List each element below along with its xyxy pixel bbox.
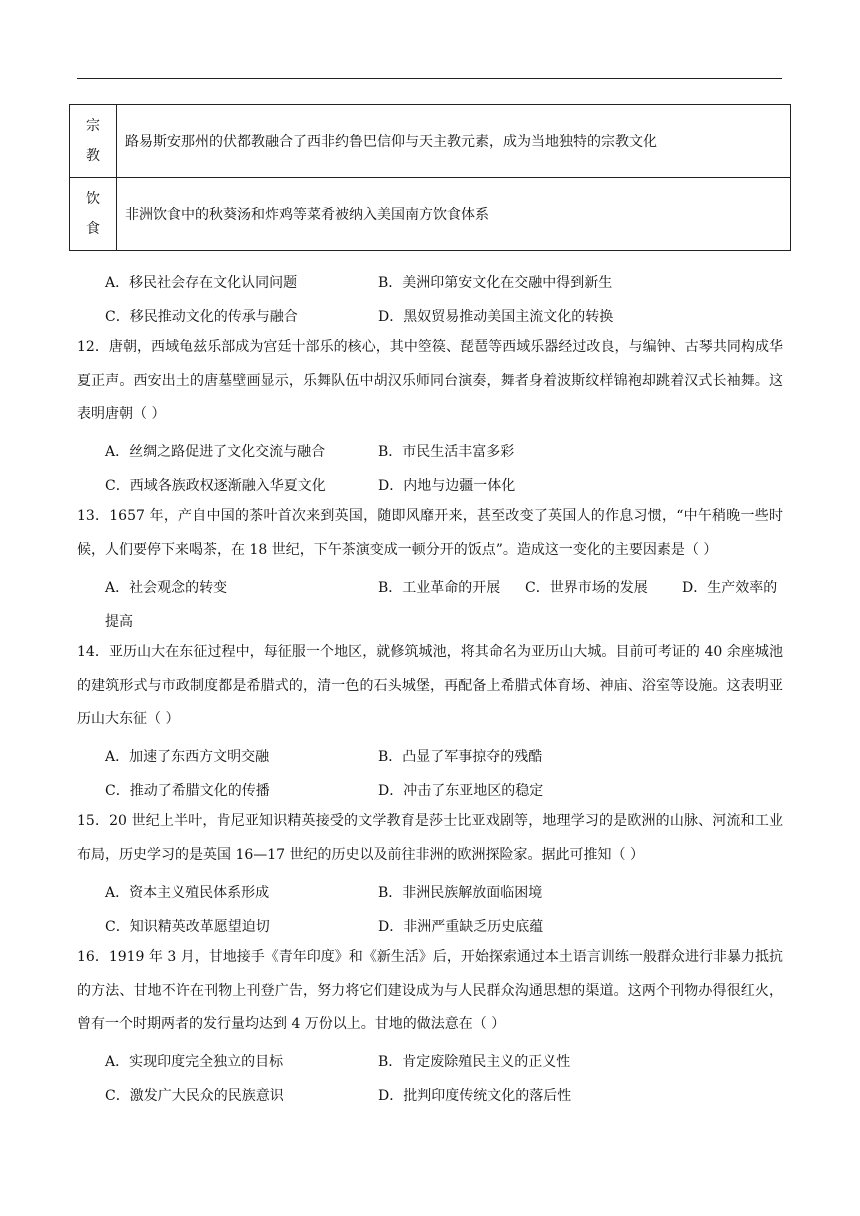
question-13 — [77, 500, 783, 567]
q14-option-a[interactable]: A．加速了东西方文明交融 — [105, 749, 270, 765]
q15-option-a[interactable]: A．资本主义殖民体系形成 — [105, 885, 270, 901]
q13-option-c[interactable]: C．世界市场的发展 — [525, 580, 648, 596]
q12-option-c[interactable]: C．西域各族政权逐渐融入华夏文化 — [105, 478, 326, 494]
q15-option-b[interactable]: B．非洲民族解放面临困境 — [378, 885, 543, 901]
table-description-cell: 非洲饮食中的秋葵汤和炸鸡等菜肴被纳入美国南方饮食体系 — [117, 178, 791, 251]
question-16 — [77, 941, 783, 1042]
q16-option-d[interactable]: D．批判印度传统文化的落后性 — [378, 1088, 572, 1104]
question-14 — [77, 636, 783, 737]
culture-table — [69, 104, 791, 251]
q14-option-d[interactable]: D．冲击了东亚地区的稳定 — [378, 783, 544, 799]
q14-option-b[interactable]: B．凸显了军事掠夺的残酷 — [378, 749, 543, 765]
question-15 — [77, 805, 783, 872]
table-category-cell: 宗 教 — [70, 105, 117, 178]
question-12-stem: 12．唐朝，西域龟兹乐部成为宫廷十部乐的核心，其中箜篌、琵琶等西域乐器经过改良，与编钟、古琴共同构成华夏正声。西安出土的唐墓壁画显示，乐舞队伍中胡汉乐师同台演奏，舞者身着波斯纹样锦袍却跳着汉式长袖舞。这表明唐朝（ ） — [77, 339, 783, 422]
header-rule — [77, 78, 782, 79]
q13-option-b[interactable]: B．工业革命的开展 — [378, 580, 501, 596]
table-description-cell: 路易斯安那州的伏都教融合了西非约鲁巴信仰与天主教元素，成为当地独特的宗教文化 — [117, 105, 791, 178]
q12-option-b[interactable]: B．市民生活丰富多彩 — [378, 444, 515, 460]
q13-option-d[interactable]: D．生产效率的 — [682, 580, 778, 596]
question-13-stem: 13．1657 年，产自中国的茶叶首次来到英国，随即风靡开来，甚至改变了英国人的作息习惯，“中午稍晚一些时候，人们要停下来喝茶，在 18 世纪，下午茶演变成一顿分开的饭点”。造成这一变化的主要因素是（ ） — [77, 508, 783, 558]
question-12 — [77, 331, 783, 432]
q15-option-c[interactable]: C．知识精英改革愿望迫切 — [105, 919, 270, 935]
table-category-cell: 饮 食 — [70, 178, 117, 251]
q12-option-d[interactable]: D．内地与边疆一体化 — [378, 478, 516, 494]
q14-option-c[interactable]: C．推动了希腊文化的传播 — [105, 783, 270, 799]
question-16-stem: 16．1919 年 3 月，甘地接手《青年印度》和《新生活》后，开始探索通过本土语言训练一般群众进行非暴力抵抗的方法、甘地不许在刊物上刊登广告，努力将它们建设成为与人民群众沟通思想的渠道。这两个刊物办得很红火，曾有一个时期两者的发行量均达到 4 万份以上。甘地的做法意在（ ） — [77, 949, 783, 1032]
q16-option-b[interactable]: B．肯定废除殖民主义的正义性 — [378, 1054, 571, 1070]
table-row — [70, 105, 791, 178]
q11-option-a[interactable]: A．移民社会存在文化认同问题 — [105, 275, 298, 291]
question-14-stem: 14．亚历山大在东征过程中，每征服一个地区，就修筑城池，将其命名为亚历山大城。目前可考证的 40 余座城池的建筑形式与市政制度都是希腊式的，清一色的石头城堡，再配备上希腊式体育场、神庙、浴室等设施。这表明亚历山大东征（ ） — [77, 644, 783, 727]
table-row — [70, 178, 791, 251]
q12-option-a[interactable]: A．丝绸之路促进了文化交流与融合 — [105, 444, 326, 460]
q13-option-a[interactable]: A．社会观念的转变 — [105, 580, 228, 596]
q16-option-a[interactable]: A．实现印度完全独立的目标 — [105, 1054, 284, 1070]
q15-option-d[interactable]: D．非洲严重缺乏历史底蕴 — [378, 919, 544, 935]
q11-option-d[interactable]: D．黑奴贸易推动美国主流文化的转换 — [378, 309, 614, 325]
q11-option-b[interactable]: B．美洲印第安文化在交融中得到新生 — [378, 275, 613, 291]
q11-option-c[interactable]: C．移民推动文化的传承与融合 — [105, 309, 298, 325]
question-15-stem: 15．20 世纪上半叶，肯尼亚知识精英接受的文学教育是莎士比亚戏剧等，地理学习的是欧洲的山脉、河流和工业布局，历史学习的是英国 16—17 世纪的历史以及前往非洲的欧洲探险家。据此可推知（ ） — [77, 813, 783, 863]
q16-option-c[interactable]: C．激发广大民众的民族意识 — [105, 1088, 284, 1104]
